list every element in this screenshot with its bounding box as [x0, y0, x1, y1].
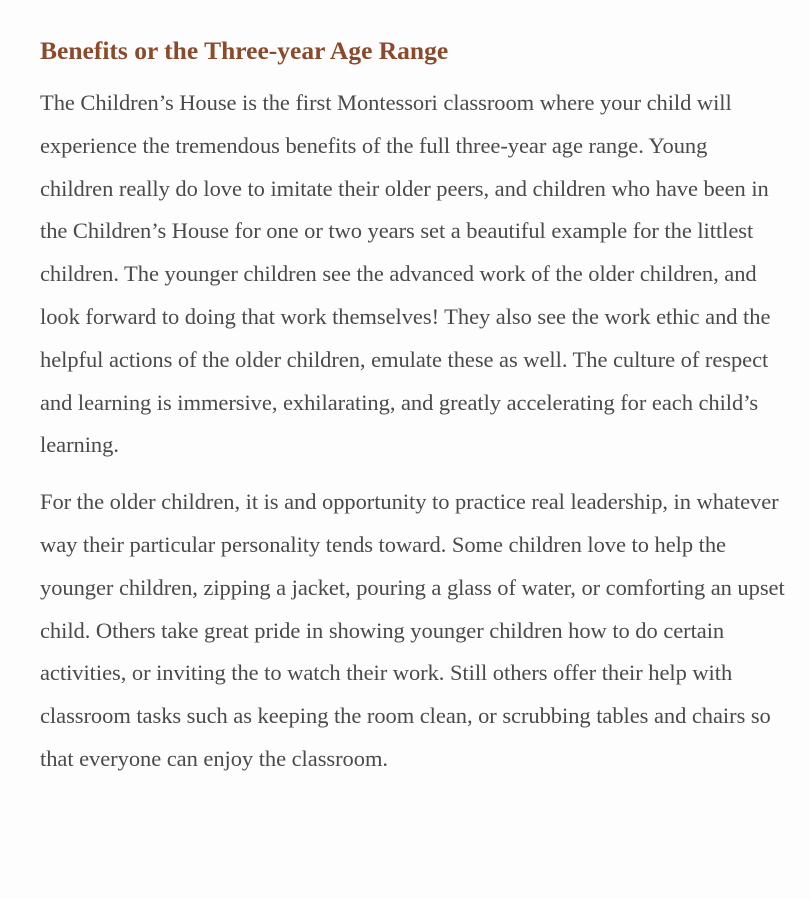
paragraph-age-range-benefits: The Children’s House is the first Montessori classroom where your child will experience the tremendous benefits of the full three-year age range. Young children really do love to imitate their older peers, and children who have been in the Children’s House for one or two years set a beautiful example for the littlest children. The younger children see the advanced work of the older children, and look forward to doing that work themselves! They also see the work ethic and the helpful actions of the older children, emulate these as well. The culture of respect and learning is immersive, exhilarating, and greatly accelerating for each child’s learning. [40, 90, 771, 458]
article-section [40, 30, 785, 781]
section-heading: Benefits or the Three-year Age Range [40, 36, 449, 65]
paragraph-older-children-leadership: For the older children, it is and opportunity to practice real leadership, in whatever way their particular personality tends toward. Some children love to help the younger children, zipping a jacket, pouring a glass of water, or comforting an upset child. Others take great pride in showing younger children how to do certain activities, or inviting the to watch their work. Still others offer their help with classroom tasks such as keeping the room clean, or scrubbing tables and chairs so that everyone can enjoy the classroom. [40, 489, 785, 771]
